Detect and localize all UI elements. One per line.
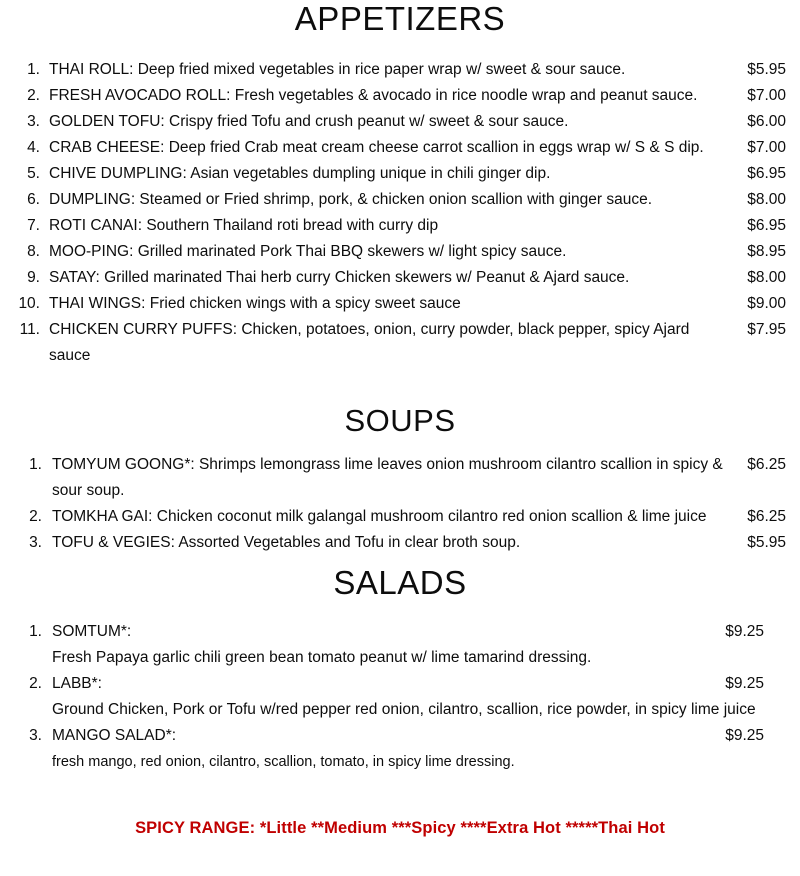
menu-item (14, 135, 786, 161)
item-description: SOMTUM*: (52, 623, 132, 640)
menu-item (14, 671, 786, 723)
menu-item (14, 452, 786, 504)
menu-item (14, 265, 786, 291)
item-price: $5.95 (747, 61, 786, 78)
menu-item (14, 504, 786, 530)
menu-item (14, 530, 786, 556)
item-price: $7.00 (747, 87, 786, 104)
item-description: THAI WINGS: Fried chicken wings with a spicy sweet sauce (49, 295, 461, 312)
item-description: SATAY: Grilled marinated Thai herb curry Chicken skewers w/ Peanut & Ajard sauce. (49, 269, 630, 286)
item-description: MOO-PING: Grilled marinated Pork Thai BBQ skewers w/ light spicy sauce. (49, 243, 567, 260)
item-price: $6.25 (747, 508, 786, 525)
item-number: 5. (27, 165, 40, 182)
item-number: 2. (29, 508, 42, 525)
menu-item (14, 57, 786, 83)
item-description: CHICKEN CURRY PUFFS: Chicken, potatoes, onion, curry powder, black pepper, spicy Ajard sauce (49, 321, 690, 364)
item-description: GOLDEN TOFU: Crispy fried Tofu and crush peanut w/ sweet & sour sauce. (49, 113, 569, 130)
menu-item (14, 187, 786, 213)
item-price: $9.25 (725, 675, 764, 692)
item-price: $9.25 (725, 623, 764, 640)
menu-item (14, 109, 786, 135)
item-price: $6.00 (747, 113, 786, 130)
item-price: $6.95 (747, 217, 786, 234)
menu-item (14, 619, 786, 671)
item-sub-description: fresh mango, red onion, cilantro, scallion, tomato, in spicy lime dressing. (52, 754, 515, 770)
salads-list (0, 619, 800, 775)
item-description: FRESH AVOCADO ROLL: Fresh vegetables & avocado in rice noodle wrap and peanut sauce. (49, 87, 698, 104)
item-description: ROTI CANAI: Southern Thailand roti bread with curry dip (49, 217, 439, 234)
item-description: MANGO SALAD*: (52, 727, 177, 744)
menu-item (14, 723, 786, 775)
menu-item (14, 239, 786, 265)
item-number: 4. (27, 139, 40, 156)
item-number: 9. (27, 269, 40, 286)
item-number: 8. (27, 243, 40, 260)
item-number: 1. (29, 623, 42, 640)
section-heading-appetizers: APPETIZERS (294, 0, 506, 37)
item-price: $7.00 (747, 139, 786, 156)
item-number: 1. (27, 61, 40, 78)
menu-item (14, 213, 786, 239)
section-heading-salads: SALADS (333, 564, 467, 601)
item-number: 1. (29, 456, 42, 473)
item-price: $8.95 (747, 243, 786, 260)
item-price: $6.25 (747, 456, 786, 473)
item-number: 2. (27, 87, 40, 104)
item-description: TOMYUM GOONG*: Shrimps lemongrass lime leaves onion mushroom cilantro scallion in spicy & sour soup. (52, 456, 723, 499)
item-description: THAI ROLL: Deep fried mixed vegetables in rice paper wrap w/ sweet & sour sauce. (49, 61, 626, 78)
item-number: 6. (27, 191, 40, 208)
item-number: 2. (29, 675, 42, 692)
item-price: $8.00 (747, 269, 786, 286)
item-description: LABB*: (52, 675, 102, 692)
section-spacer (0, 369, 800, 397)
soups-list (0, 452, 800, 556)
item-description: CHIVE DUMPLING: Asian vegetables dumpling unique in chili ginger dip. (49, 165, 551, 182)
item-description: TOMKHA GAI: Chicken coconut milk galangal mushroom cilantro red onion scallion & lime juice (52, 508, 707, 525)
menu-item (14, 161, 786, 187)
appetizers-list (0, 57, 800, 369)
item-number: 10. (18, 295, 40, 312)
item-price: $5.95 (747, 534, 786, 551)
item-description: TOFU & VEGIES: Assorted Vegetables and Tofu in clear broth soup. (52, 534, 521, 551)
item-description: DUMPLING: Steamed or Fried shrimp, pork, & chicken onion scallion with ginger sauce. (49, 191, 653, 208)
item-price: $6.95 (747, 165, 786, 182)
item-price: $7.95 (747, 321, 786, 338)
item-price: $9.00 (747, 295, 786, 312)
item-price: $8.00 (747, 191, 786, 208)
menu-item (14, 83, 786, 109)
item-description: CRAB CHEESE: Deep fried Crab meat cream cheese carrot scallion in eggs wrap w/ S & S dip. (49, 139, 704, 156)
item-number: 3. (27, 113, 40, 130)
item-number: 11. (19, 321, 40, 338)
spicy-range-note: SPICY RANGE: *Little **Medium ***Spicy ****Extra Hot *****Thai Hot (135, 819, 665, 837)
item-sub-description: Fresh Papaya garlic chili green bean tomato peanut w/ lime tamarind dressing. (52, 649, 592, 666)
item-sub-description: Ground Chicken, Pork or Tofu w/red pepper red onion, cilantro, scallion, rice powder, in spicy lime juice (52, 701, 756, 718)
menu-item (14, 291, 786, 317)
menu-item (14, 317, 786, 369)
item-number: 3. (29, 727, 42, 744)
item-number: 3. (29, 534, 42, 551)
item-number: 7. (27, 217, 40, 234)
item-price: $9.25 (725, 727, 764, 744)
section-heading-soups: SOUPS (344, 403, 456, 438)
